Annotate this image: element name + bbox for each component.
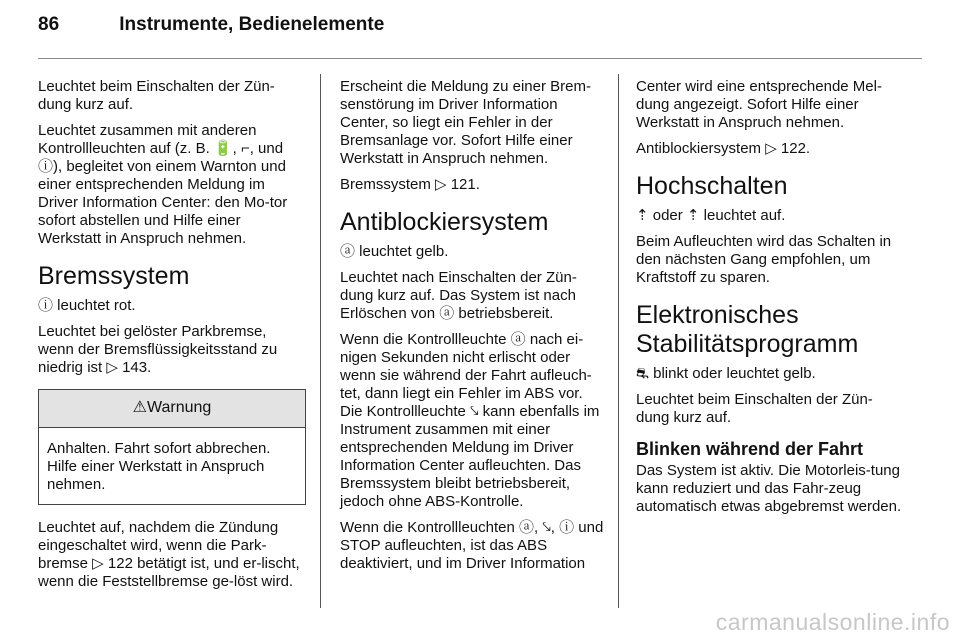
paragraph: Center wird eine entsprechende Mel-dung angezeigt. Sofort Hilfe einer Werkstatt in Anspruch nehmen. [636, 78, 882, 131]
page-header [38, 14, 384, 50]
page-title: Instrumente, Bedienelemente [119, 14, 385, 35]
paragraph: Leuchtet nach Einschalten der Zün-dung kurz auf. Das System ist nach Erlöschen von ⓐ betriebsbereit. [340, 269, 577, 322]
warning-text: Anhalten. Fahrt sofort abbrechen. Hilfe einer Werkstatt in Anspruch nehmen. [47, 440, 271, 493]
section-heading-esp [636, 301, 904, 359]
paragraph: Antiblockiersystem ▷ 122. [636, 140, 811, 157]
paragraph: Leuchtet beim Einschalten der Zün-dung kurz auf. [636, 391, 873, 426]
column-1 [38, 78, 306, 599]
paragraph: Erscheint die Meldung zu einer Brem-senstörung im Driver Information Center, so liegt ein Fehler in der Bremsanlage vor. Sofort Hilfe einer Werkstatt in Anspruch nehmen. [340, 78, 591, 167]
warning-box [38, 389, 306, 505]
section-heading-hochschalten: Hochschalten [636, 172, 788, 200]
subheading-blinken: Blinken während der Fahrt [636, 439, 864, 459]
section-heading-antiblockiersystem: Antiblockiersystem [340, 208, 549, 236]
paragraph: Das System ist aktiv. Die Motorleis-tung kann reduziert und das Fahr-zeug automatisch etwas abgebremst werden. [636, 462, 902, 515]
column-3 [636, 78, 904, 524]
heading-line-1: Elektronisches [636, 301, 799, 329]
paragraph: Leuchtet bei gelöster Parkbremse, wenn der Bremsflüssigkeitsstand zu niedrig ist ▷ 143. [38, 323, 278, 376]
watermark-text: carmanualsonline.info [715, 609, 950, 635]
paragraph: Beim Aufleuchten wird das Schalten in den nächsten Gang empfohlen, um Kraftstoff zu sparen. [636, 233, 892, 286]
paragraph: Leuchtet beim Einschalten der Zün-dung kurz auf. [38, 78, 275, 113]
warning-title: ⚠Warnung [39, 390, 305, 428]
paragraph: Bremssystem ▷ 121. [340, 176, 480, 193]
paragraph: Wenn die Kontrollleuchte ⓐ nach ei-nigen Sekunden nicht erlischt oder wenn sie während der Fahrt aufleuch-tet, dann liegt ein Fehler im ABS vor. Die Kontrollleuchte ⤥ kann ebenfalls im Instrument zusammen mit einer entsprechenden Meldung im Driver Information Center aufleuchten. Das Bremssystem bleibt betriebsbereit, jedoch ohne ABS-Kontrolle. [340, 331, 600, 510]
heading-line-2: Stabilitätsprogramm [636, 330, 859, 358]
section-heading-bremssystem: Bremssystem [38, 262, 190, 290]
paragraph: ⛐ blinkt oder leuchtet gelb. [636, 365, 816, 382]
header-rule [38, 58, 922, 59]
paragraph: Wenn die Kontrollleuchten ⓐ, ⤥, ⓘ und STOP aufleuchten, ist das ABS deaktiviert, und im Driver Information [340, 519, 604, 572]
page-number: 86 [38, 14, 60, 35]
paragraph: Leuchtet auf, nachdem die Zündung eingeschaltet wird, wenn die Park-bremse ▷ 122 betätigt ist, und er-lischt, wenn die Feststellbremse ge-löst wird. [38, 519, 300, 590]
column-2 [340, 78, 608, 581]
paragraph: ⓘ leuchtet rot. [38, 297, 136, 314]
column-divider-2 [618, 74, 619, 608]
paragraph: ⓐ leuchtet gelb. [340, 243, 449, 260]
paragraph: Leuchtet zusammen mit anderen Kontrollleuchten auf (z. B. 🔋, ⌐, und ⓘ), begleitet von einem Warnton und einer entsprechenden Meldung im Driver Information Center: den Mo-tor sofort abstellen und Hilfe einer Werkstatt in Anspruch nehmen. [38, 122, 288, 247]
column-divider-1 [320, 74, 321, 608]
paragraph: ⇡ oder ⇡ leuchtet auf. [636, 207, 786, 224]
